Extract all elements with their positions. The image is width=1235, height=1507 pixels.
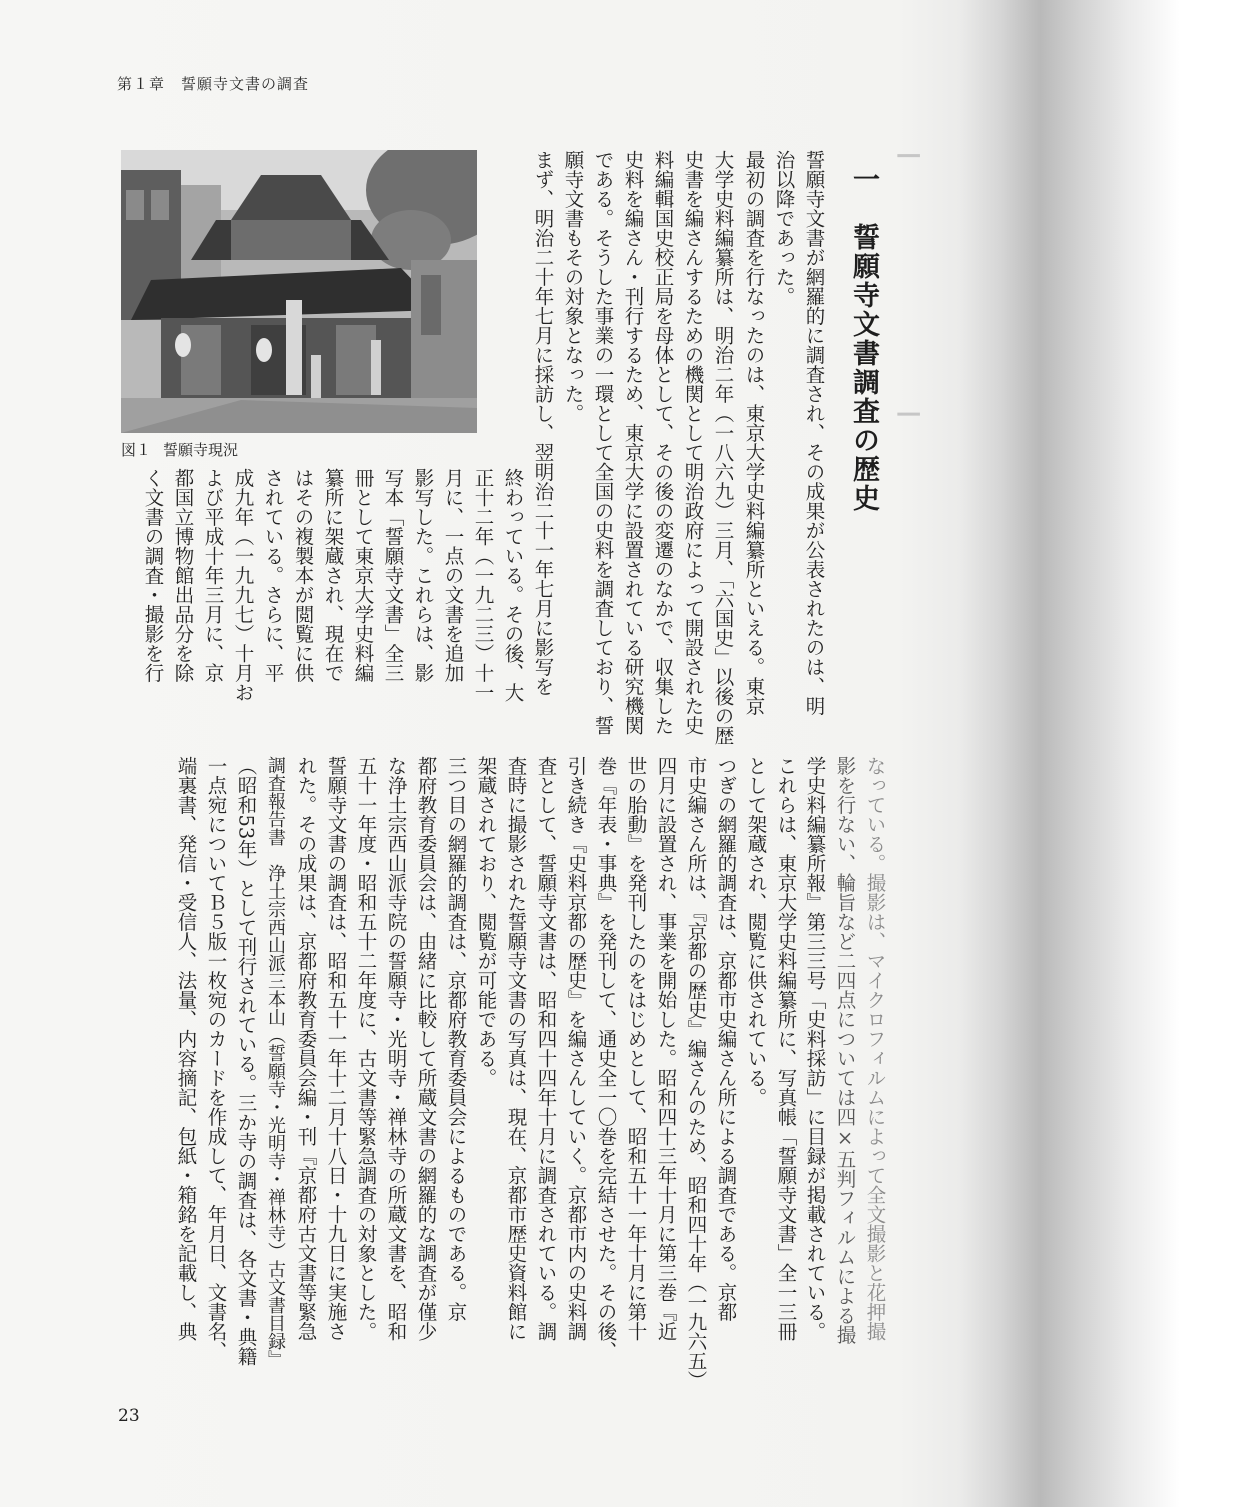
body-column: 一点宛についてＢ５版一枚宛のカードを作成して、年月日、文書名、 xyxy=(204,756,228,1361)
body-column: 巻『年表・事典』を発刊して、通史全一〇巻を完結させた。その後、 xyxy=(594,756,618,1361)
body-column: されている。さらに、平 xyxy=(261,468,285,683)
body-column: 影写した。これらは、影 xyxy=(411,468,435,683)
body-column: く文書の調査・撮影を行 xyxy=(141,468,165,683)
body-column: 正十二年（一九二三）十一 xyxy=(471,468,495,702)
body-column: 都府教育委員会は、由緒に比較して所蔵文書の網羅的な調査が僅少 xyxy=(414,756,438,1341)
body-column: 五十一年度・昭和五十二年度に、古文書等緊急調査の対象とした。 xyxy=(354,756,378,1341)
body-column: はその複製本が閲覧に供 xyxy=(291,468,315,683)
body-column: 端裏書、発信・受信人、法量、内容摘記、包紙・箱銘を記載し、典 xyxy=(174,756,198,1341)
figure-caption-text: 誓願寺現況 xyxy=(163,441,239,459)
show-through-text: ┃ ┃ xyxy=(897,150,919,420)
figure-label: 図１ xyxy=(121,441,152,459)
body-column: よび平成十年三月に、京 xyxy=(201,468,225,683)
body-column: 市史編さん所は、『京都の歴史』編さんのため、昭和四十年（一九六五） xyxy=(684,756,708,1390)
body-column: 月に、一点の文書を追加 xyxy=(441,468,465,683)
body-column: 三つ目の網羅的調査は、京都府教育委員会によるものである。京 xyxy=(444,756,468,1322)
temple-photo xyxy=(121,150,477,433)
body-column: な浄土宗西山派寺院の誓願寺・光明寺・禅林寺の所蔵文書を、昭和 xyxy=(384,756,408,1341)
body-column: 冊として東京大学史料編 xyxy=(351,468,375,683)
body-column: 都国立博物館出品分を除 xyxy=(171,468,195,683)
body-column: これらは、東京大学史料編纂所に、写真帳「誓願寺文書」全一三冊 xyxy=(774,756,798,1341)
body-column: つぎの網羅的調査は、京都市史編さん所による調査である。京都 xyxy=(714,756,738,1322)
body-column: 査として、誓願寺文書は、昭和四十四年十月に調査されている。調 xyxy=(534,756,558,1341)
running-header: 第１章 誓願寺文書の調査 xyxy=(117,75,310,93)
body-column: 影を行ない、輪旨など二四点については四×五判フィルムによる撮 xyxy=(833,756,857,1345)
body-column: れた。その成果は、京都府教育委員会編・刊『京都府古文書等緊急 xyxy=(294,756,318,1341)
body-column: 成九年（一九九七）十月お xyxy=(231,468,255,702)
body-column: 引き続き『史料京都の歴史』を編さんしていく。京都市内の史料調 xyxy=(564,756,588,1341)
body-column: （昭和53年）として刊行されている。三か寺の調査は、各文書・典籍 xyxy=(234,756,258,1366)
body-column: 架蔵されており、閲覧が可能である。 xyxy=(474,756,498,1088)
page-number: 23 xyxy=(118,1406,140,1426)
body-column: 最初の調査を行なったのは、東京大学史料編纂所といえる。東京 xyxy=(742,150,766,716)
body-column: 史料を編さん・刊行するため、東京大学に設置されている研究機関 xyxy=(621,150,645,735)
body-column: 願寺文書もその対象となった。 xyxy=(561,150,585,423)
body-column: である。そうした事業の一環として全国の史料を調査しており、誓 xyxy=(591,150,615,735)
body-column: 纂所に架蔵され、現在で xyxy=(321,468,345,683)
body-column: 終わっている。その後、大 xyxy=(501,468,525,702)
body-column: なっている。撮影は、マイクロフィルムによって全文撮影と花押撮 xyxy=(863,756,887,1341)
body-column: 査時に撮影された誓願寺文書の写真は、現在、京都市歴史資料館に xyxy=(504,756,528,1341)
body-column: 大学史料編纂所は、明治二年（一八六九）三月、「六国史」以後の歴 xyxy=(711,150,735,745)
body-column: 世の胎動』を発刊したのをはじめとして、昭和五十一年十月に第十 xyxy=(624,756,648,1341)
body-column: 四月に設置され、事業を開始した。昭和四十三年十月に第三巻『近 xyxy=(654,756,678,1341)
body-column: 料編輯国史校正局を母体として、その後の変遷のなかで、収集した xyxy=(651,150,675,735)
body-column: 史書を編さんするための機関として明治政府によって開設された史 xyxy=(681,150,705,735)
section-heading: 一 誓願寺文書調査の歴史 xyxy=(848,165,879,513)
body-column: 調査報告書 浄土宗西山派三本山（誓願寺・光明寺・禅林寺）古文書目録』 xyxy=(265,756,286,1368)
body-column: まず、明治二十年七月に採訪し、翌明治二十一年七月に影写を xyxy=(531,150,555,696)
body-column: として架蔵され、閲覧に供されている。 xyxy=(744,756,768,1107)
body-column: 誓願寺文書が網羅的に調査され、その成果が公表されたのは、明 xyxy=(802,150,826,716)
body-column: 学史料編纂所報』第三三号「史料採訪」に目録が掲載されている。 xyxy=(803,756,827,1341)
body-column: 誓願寺文書の調査は、昭和五十一年十二月十八日・十九日に実施さ xyxy=(324,756,348,1341)
figure-caption xyxy=(121,439,238,460)
body-column: 治以降であった。 xyxy=(772,150,796,306)
body-column: 写本「誓願寺文書」全三 xyxy=(381,468,405,683)
